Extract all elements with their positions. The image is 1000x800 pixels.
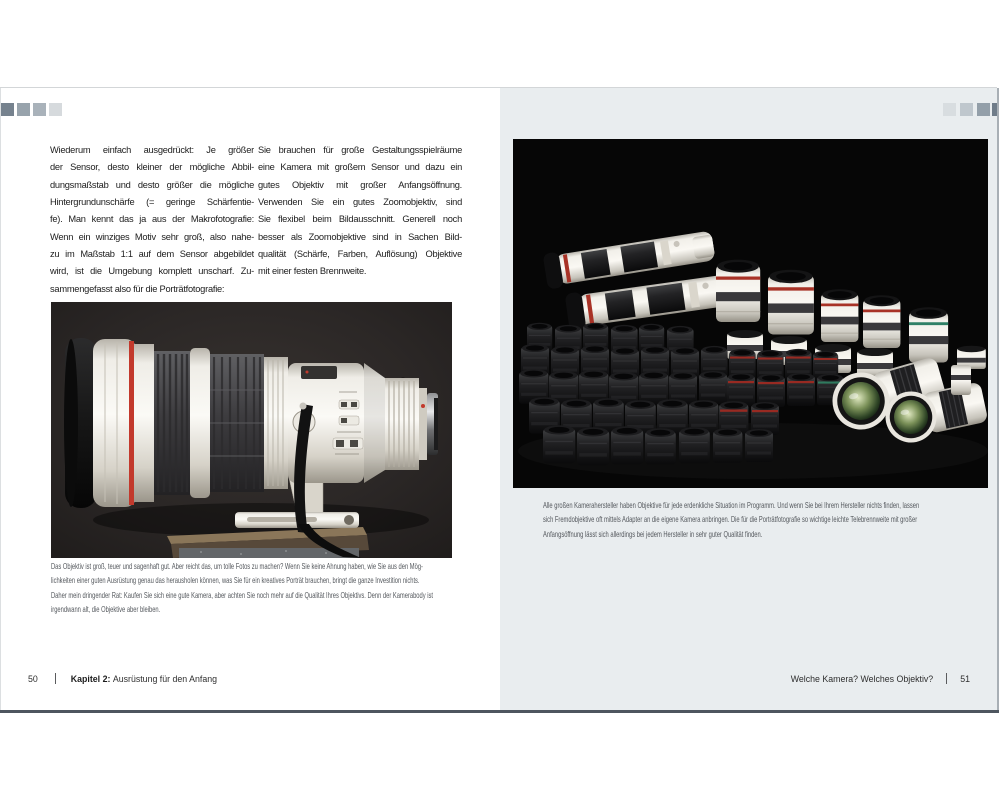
photo-caption-right	[543, 498, 978, 541]
chapter-label: Kapitel 2:	[70, 673, 111, 684]
body-text-line: der Sensor, desto kleiner der mögliche Abbil-	[50, 162, 254, 173]
body-text-line: Verwenden Sie ein gutes Zoomobjektiv, sind	[258, 197, 462, 208]
page-bottom-edge	[0, 710, 999, 713]
body-column-2	[258, 142, 462, 281]
telephoto-lens-illustration	[51, 302, 452, 558]
body-text-line: Wiederum einfach ausgedrückt: Je größer	[50, 145, 254, 155]
caption-line: Alle großen Kamerahersteller haben Objektive für jede erdenkliche Situation im Programm. Und wenn Sie bei Ihrem Hersteller nichts finden, lassen	[543, 500, 920, 510]
chapter-title: Ausrüstung für den Anfang	[112, 673, 218, 684]
page-left-edge	[0, 88, 1, 710]
footer-separator	[946, 673, 947, 684]
footer-left	[28, 672, 217, 685]
caption-line: sich Fremdobjektive oft mittels Adapter an die eigene Kamera anbringen. Die für die Porträtfotografie so wichtige leichte Telebrennweite mit großer	[543, 514, 918, 525]
lens-collection-photo	[513, 139, 988, 488]
lens-collection-illustration	[513, 139, 988, 488]
telephoto-lens-photo	[51, 302, 452, 558]
red-ring	[129, 341, 134, 505]
ornament-square	[960, 103, 973, 116]
body-text-line: Wenn ein winziges Motiv sehr groß, also nahe-	[50, 231, 254, 242]
body-text-line: Sie brauchen für große Gestaltungsspielräume	[258, 145, 462, 155]
ornament-square	[977, 103, 990, 116]
right-page	[500, 88, 997, 710]
body-text-line: gutes Objektiv mit großer Anfangsöffnung.	[258, 179, 462, 190]
section-title: Welche Kamera? Welches Objektiv?	[790, 673, 934, 684]
body-text-line: eine Kamera mit großem Sensor und dazu ein	[258, 162, 462, 173]
body-text-line: fe). Man kennt das ja aus der Makrofotografie:	[50, 214, 254, 225]
caption-line: Daher mein dringender Rat: Kaufen Sie sich eine gute Kamera, aber achten Sie noch mehr auf die Qualität Ihres Objektivs. Denn der Kamerabody ist	[51, 589, 434, 600]
page-top-edge	[0, 87, 997, 88]
footer-right	[500, 672, 970, 685]
caption-line: lichkeiten einer guten Ausrüstung genau das herausholen können, was Sie für ein kreatives Porträt brauchen, bringt die ganze Investition nichts.	[51, 575, 420, 586]
body-text-line: sammengefasst also für die Porträtfotografie:	[50, 283, 225, 294]
ornament-square	[49, 103, 62, 116]
page-right-edge	[997, 88, 999, 710]
ornament-square	[1, 103, 14, 116]
left-page	[0, 88, 500, 710]
body-column-1	[50, 142, 254, 298]
body-text-line: wird, ist die Umgebung komplett unscharf. Zu-	[50, 266, 254, 277]
body-text-line: mit einer festen Brennweite.	[258, 266, 367, 277]
footer-separator	[55, 673, 56, 684]
body-text-line: Sie flexibel beim Bildausschnitt. Generell noch	[258, 214, 462, 225]
ornament-square	[943, 103, 956, 116]
ornament-square	[33, 103, 46, 116]
page-number-left: 50	[28, 673, 38, 684]
caption-line: Anfangsöffnung lässt sich allerdings bei jedem Hersteller in sehr guter Qualität finden.	[543, 528, 763, 539]
body-text-line: Hintergrundunschärfe (= geringe Schärfentie-	[50, 197, 254, 208]
chapter-heading	[71, 674, 217, 684]
page-number-right: 51	[960, 673, 970, 684]
body-text-line: besser als Zoomobjektive sind in Sachen Bild-	[258, 231, 462, 242]
caption-line: irgendwann alt, die Objektive aber bleiben.	[51, 603, 161, 614]
body-text-line: dungsmaßstab und desto größer die mögliche	[50, 179, 254, 190]
ornament-square	[17, 103, 30, 116]
body-text-line: qualität (Schärfe, Farben, Auflösung) Objektive	[258, 249, 462, 260]
body-text-line: zu im Maßstab 1:1 auf dem Sensor abgebildet	[50, 249, 254, 260]
caption-line: Das Objektiv ist groß, teuer und sagenhaft gut. Aber reicht das, um tolle Fotos zu machen? Wenn Sie keine Ahnung haben, wie Sie aus den Mög-	[51, 561, 423, 571]
photo-caption-left	[51, 559, 486, 616]
